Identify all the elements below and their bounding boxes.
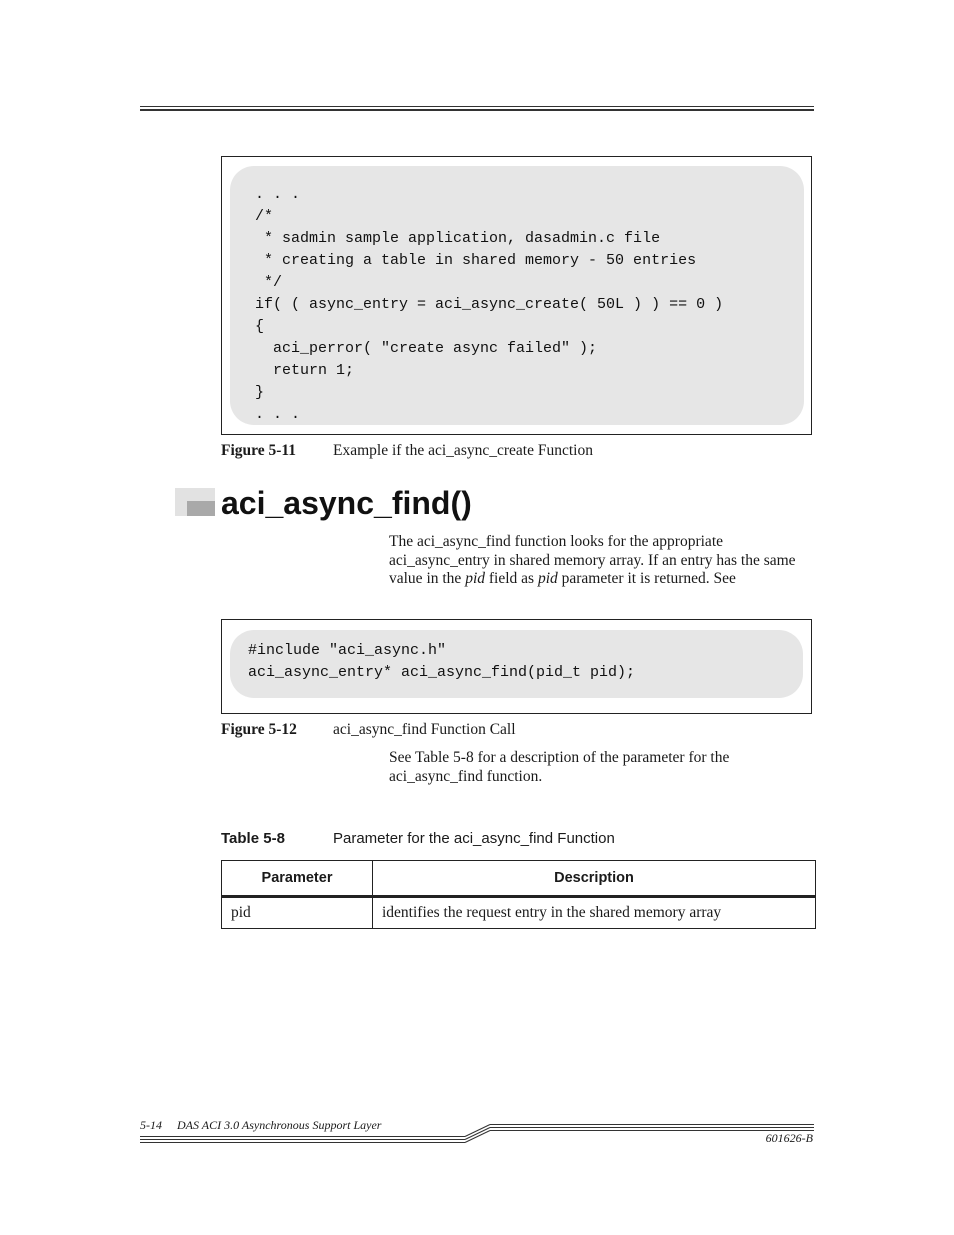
intro-text: The aci_async_find function looks for the appropriate aci_async_entry in shared memory array. If an entry has the same value in the [389,533,796,588]
code-figure-5-12 [221,619,812,714]
figure-caption-5-11 [0,442,954,462]
table-row [222,897,816,929]
code-line: . . . [255,186,301,203]
footer-page-info [140,1118,381,1133]
document-number: 601626-B [765,1131,813,1145]
code-line: aci_perror( "create async failed" ); [255,340,598,357]
code-line: aci_async_entry* aci_async_find(pid_t pid); [248,664,636,681]
pid-term: pid [537,570,558,588]
code-line: } [255,384,265,401]
figure-caption-5-12 [0,721,954,741]
code-line: if( ( async_entry = aci_async_create( 50L ) ) == 0 ) [255,296,724,313]
code-figure-5-11 [221,156,812,435]
page-number: 5-14 [140,1118,162,1132]
code-line: { [255,318,265,335]
document-title: DAS ACI 3.0 Asynchronous Support Layer [177,1118,382,1132]
table-caption-5-8 [0,830,954,850]
table-caption-text: Parameter for the aci_async_find Function [333,830,615,847]
intro-text: parameter it is returned. See [557,570,736,588]
code-line: * creating a table in shared memory - 50 entries [255,252,697,269]
figure-label: Figure 5-12 [221,721,297,738]
table-header-row [222,861,816,897]
figure-caption-text: Example if the aci_async_create Function [333,442,593,459]
figure-caption-text: aci_async_find Function Call [333,721,516,738]
figure-label: Figure 5-11 [221,442,297,459]
description-cell: identifies the request entry in the shared memory array [373,897,816,929]
table-label: Table 5-8 [221,830,285,847]
column-header-parameter: Parameter [222,861,373,897]
code-line: #include "aci_async.h" [248,642,447,659]
code-line: return 1; [255,362,355,379]
intro-text: field as [485,570,538,588]
column-header-description: Description [373,861,816,897]
intro-paragraph [389,533,819,589]
heading-marker-shade [187,501,215,516]
table-reference-paragraph: See Table 5-8 for a description of the parameter for the aci_async_find function. [389,749,730,785]
code-block-5-12 [230,630,803,698]
code-line: . . . [255,406,301,423]
header-rule [140,106,814,111]
code-line: /* [255,208,274,225]
code-block-5-11 [230,166,804,425]
code-line: * sadmin sample application, dasadmin.c file [255,230,661,247]
parameter-cell: pid [222,897,373,929]
code-line: */ [255,274,283,291]
pid-term: pid [465,570,485,588]
section-title: aci_async_find() [221,485,472,521]
parameter-table [221,860,816,929]
